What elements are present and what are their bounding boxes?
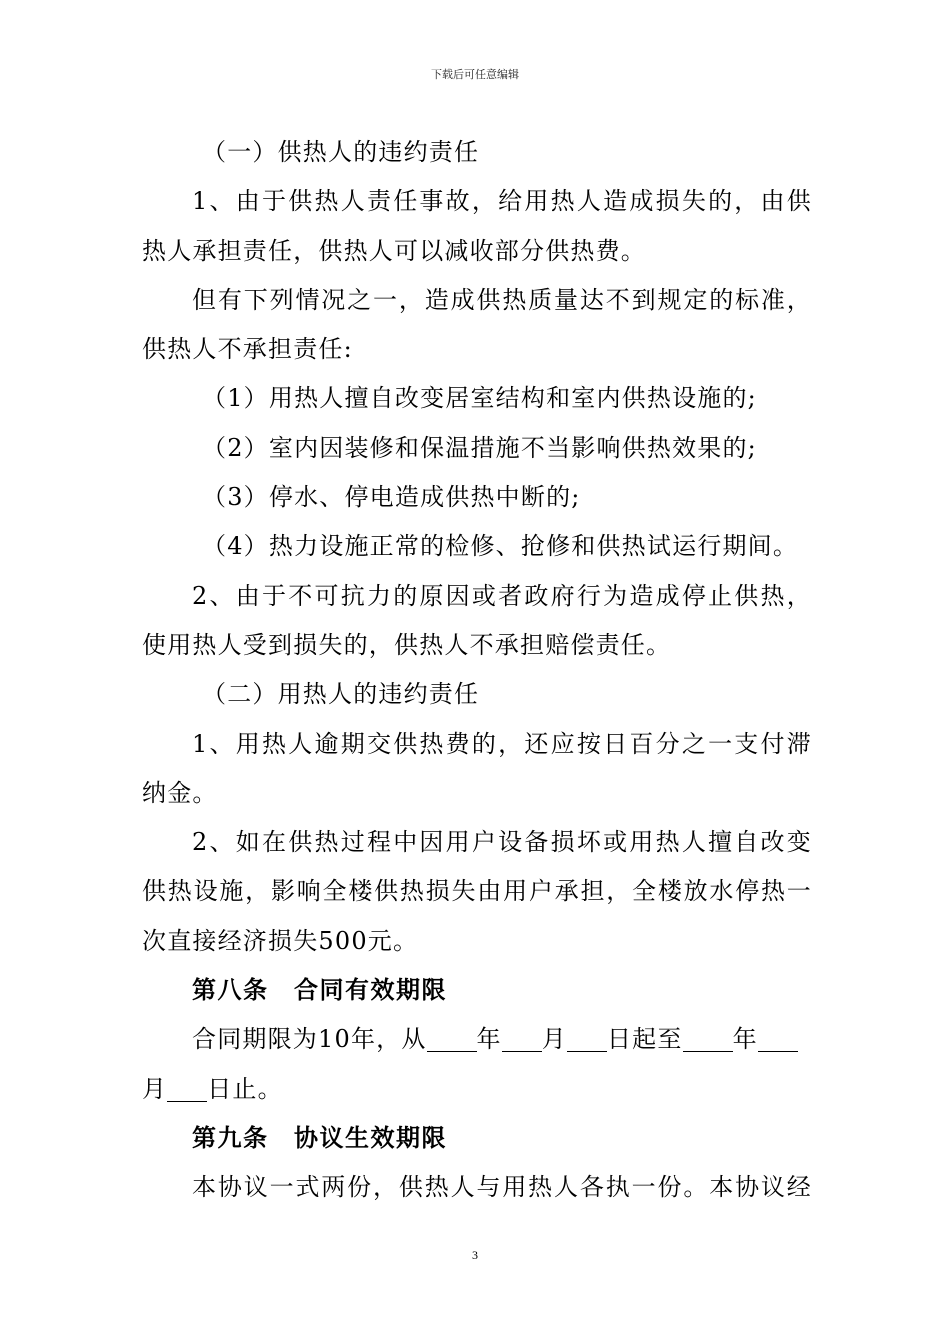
end-day-blank [167, 1077, 207, 1102]
list-item: （4）热力设施正常的检修、抢修和供热试运行期间。 [202, 532, 799, 561]
paragraph-line: 2、如在供热过程中因用户设备损坏或用热人擅自改变 [192, 828, 812, 857]
document-body [142, 128, 812, 1213]
start-month-blank [502, 1027, 542, 1052]
day-start-label: 日起至 [606, 1025, 683, 1054]
list-item: （3）停水、停电造成供热中断的; [202, 483, 581, 512]
end-month-blank [758, 1027, 798, 1052]
list-item: （1）用热人擅自改变居室结构和室内供热设施的; [202, 384, 757, 413]
article-9-title: 第九条 协议生效期限 [192, 1123, 447, 1152]
contract-term-line-end [142, 1065, 812, 1114]
year-label: 年 [476, 1025, 502, 1054]
end-year-blank [683, 1027, 733, 1052]
start-day-blank [567, 1027, 607, 1052]
page-header: 下载后可任意编辑 [431, 68, 519, 81]
month-label: 月 [541, 1025, 567, 1054]
paragraph-line: 2、由于不可抗力的原因或者政府行为造成停止供热， [192, 581, 812, 610]
month-label: 月 [142, 1074, 168, 1103]
year-label: 年 [732, 1025, 758, 1054]
contract-term-line [142, 1015, 812, 1064]
paragraph-line: 供热人不承担责任: [142, 335, 353, 364]
start-year-blank [427, 1027, 477, 1052]
paragraph-line: 本协议一式两份，供热人与用热人各执一份。本协议经 [192, 1173, 812, 1202]
section-heading-supplier-liability: （一）供热人的违约责任 [202, 138, 480, 166]
paragraph-line: 1、由于供热人责任事故，给用热人造成损失的，由供 [192, 187, 812, 216]
paragraph-line: 热人承担责任，供热人可以减收部分供热费。 [142, 236, 646, 265]
paragraph-line: 1、用热人逾期交供热费的，还应按日百分之一支付滞 [192, 729, 812, 758]
paragraph-line: 使用热人受到损失的，供热人不承担赔偿责任。 [142, 630, 672, 659]
section-heading-user-liability: （二）用热人的违约责任 [202, 680, 480, 709]
paragraph-line: 但有下列情况之一，造成供热质量达不到规定的标准， [192, 285, 812, 314]
paragraph-line: 纳金。 [142, 778, 218, 807]
article-8-title: 第八条 合同有效期限 [192, 976, 447, 1005]
paragraph-line: 供热设施，影响全楼供热损失由用户承担，全楼放水停热一 [142, 877, 812, 906]
page-number: 3 [472, 1248, 478, 1262]
term-prefix: 合同期限为10年，从 [192, 1025, 427, 1054]
paragraph-line: 次直接经济损失500元。 [142, 926, 419, 955]
day-end-label: 日止。 [207, 1074, 283, 1103]
list-item: （2）室内因装修和保温措施不当影响供热效果的; [202, 433, 757, 462]
